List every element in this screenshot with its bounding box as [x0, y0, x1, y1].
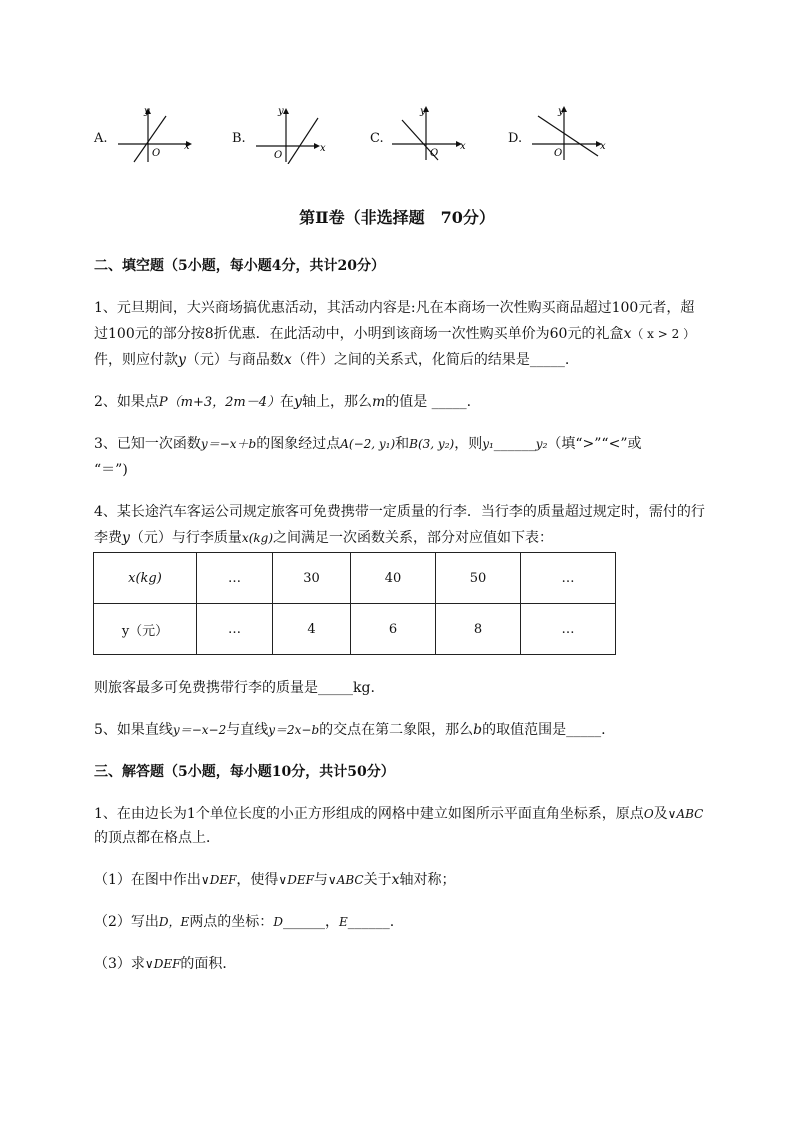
option-b-label: B. [232, 131, 246, 146]
option-a-origin: O [152, 148, 161, 159]
s2-q1-line1: 1、元旦期间，大兴商场搞优惠活动，其活动内容是:凡在本商场一次性购买商品超过100元者，超 [94, 300, 695, 316]
s3-p2-end: . [389, 914, 395, 930]
s2-q3-fill: （填“>”“<”或 [547, 436, 642, 452]
option-b-y-label: y [278, 106, 284, 117]
option-b-graph [252, 104, 332, 164]
s2-q4-x: x(kg) [241, 531, 274, 545]
s2-q3-pointB: B(3, y₂) [409, 437, 455, 451]
table-cell: 50 [436, 553, 521, 604]
table-cell: 8 [436, 604, 521, 655]
s2-q4-line2c: 之间满足一次函数关系，部分对应值如下表： [273, 530, 554, 546]
option-d-graph [528, 102, 608, 162]
option-b-x-label: x [320, 143, 326, 154]
option-a-y-label: y [144, 106, 150, 117]
s2-q3-y2: y₂ [535, 437, 548, 451]
s3-p2-comma: ， [324, 914, 339, 930]
s2-q4-after: 则旅客最多可免费携带行李的质量是_____kg. [94, 680, 375, 696]
s2-q2-m: m [371, 394, 386, 410]
s2-q1-line3 [94, 348, 734, 372]
option-c-y-label: y [420, 106, 426, 117]
s2-q3-mid1: 的图象经过点 [256, 436, 341, 452]
s2-q5-mid: 与直线 [226, 722, 269, 738]
s2-q3-func: y＝−x＋b [200, 437, 257, 451]
s2-q2-point: P（m+3，2m－4） [158, 395, 281, 410]
s2-q4-line2a: 李费 [94, 530, 122, 546]
s3-p1b: ，使得 [236, 872, 279, 888]
s2-q4-line2b: （元）与行李质量 [129, 530, 242, 546]
option-d-label: D. [508, 131, 523, 146]
table-row [94, 604, 616, 655]
table-cell: 6 [351, 604, 436, 655]
section3-heading: 三、解答题（5小题，每小题10分，共计50分） [94, 764, 395, 780]
s2-q5-l2: y＝2x−b [268, 723, 320, 737]
table-cell: x(kg) [94, 553, 197, 604]
table-cell: 4 [273, 604, 351, 655]
s3-p1-tri-abc: ∨ABC [327, 873, 364, 887]
s2-q3-blank[interactable]: ______ [493, 436, 536, 452]
s3-q1-part2 [94, 910, 734, 934]
s2-q3-pointA: A(−2, y₁) [340, 437, 396, 451]
s2-q5-post: 的交点在第二象限，那么 [319, 722, 474, 738]
s2-q4-table [93, 552, 616, 655]
s3-p2a: （2）写出 [94, 914, 159, 930]
s3-p1-tri-def: ∨DEF [200, 873, 237, 887]
s3-p2-de: D，E [158, 915, 190, 929]
s2-q1-cond: （ x > 2 ） [631, 327, 696, 341]
s2-q4-line1: 4、某长途汽车客运公司规定旅客可免费携带一定质量的行李．当行李的质量超过规定时，需付的行 [94, 504, 705, 520]
s2-q4-line2 [94, 526, 734, 550]
s3-p1-xaxis: x [391, 872, 400, 888]
s2-q5-end: 的取值范围是_____. [482, 722, 606, 738]
s2-q2-axis: y [294, 394, 302, 410]
s2-q5-b: b [473, 722, 483, 738]
option-b-origin: O [274, 150, 283, 161]
s2-q1-line2-text: 过100元的部分按8折优惠．在此活动中，小明到该商场一次性购买单价为60元的礼盒 [94, 326, 624, 342]
section2-heading: 二、填空题（5小题，每小题4分，共计20分） [94, 258, 385, 274]
s2-q2-mid: 在 [280, 394, 295, 410]
s2-q1-x2: x [283, 352, 292, 368]
s3-p2-blank1[interactable]: ______ [282, 914, 325, 930]
option-c-label: C. [370, 131, 384, 146]
option-d-origin: O [554, 148, 563, 159]
s2-q2-end: 的值是 _____. [385, 394, 472, 410]
s2-q5-l1: y＝−x−2 [172, 723, 227, 737]
s2-q1-line3a: 件，则应付款 [94, 352, 178, 368]
s3-q1-tri: ∨ABC [667, 807, 704, 821]
table-cell: … [197, 604, 273, 655]
table-cell: 40 [351, 553, 436, 604]
s2-q3-y1: y₁ [482, 437, 494, 451]
s3-p1-tri-def2: ∨DEF [278, 873, 314, 887]
s3-p2b: 两点的坐标： [189, 914, 274, 930]
s3-p3a: （3）求 [94, 956, 145, 972]
s3-p2-d: D [273, 915, 283, 929]
s3-q1-line2: 的顶点都在格点上． [94, 830, 220, 846]
option-d-y-label: y [558, 106, 564, 117]
s2-q2-pre: 2、如果点 [94, 394, 159, 410]
s2-q1-line3c: （件）之间的关系式，化简后的结果是_____. [291, 352, 570, 368]
s2-q1-line2 [94, 322, 734, 346]
s2-q5 [94, 718, 734, 742]
s2-q1-var: x [623, 326, 632, 342]
s3-q1-line1 [94, 802, 734, 826]
s3-q1-line1a: 1、在由边长为1个单位长度的小正方形组成的网格中建立如图所示平面直角坐标系，原点 [94, 806, 644, 822]
s3-p2-e: E [338, 915, 348, 929]
option-a-x-label: x [184, 141, 190, 152]
s2-q3-mid2: ，则 [454, 436, 483, 452]
s3-p1e: 轴对称； [399, 872, 456, 888]
s2-q2-post: 轴上，那么 [301, 394, 372, 410]
s2-q3-line1 [94, 432, 734, 456]
s3-p2-blank2[interactable]: ______ [347, 914, 390, 930]
s2-q3-and: 和 [395, 436, 410, 452]
table-cell: … [521, 553, 616, 604]
s3-q1-o: O [643, 807, 654, 821]
s3-q1-line1b: 及 [653, 806, 668, 822]
s2-q2 [94, 390, 734, 415]
s3-p3b: 的面积． [180, 956, 237, 972]
s3-q1-part3 [94, 952, 734, 976]
s3-p1a: （1）在图中作出 [94, 872, 201, 888]
s2-q4-y: y [122, 530, 130, 546]
table-cell: … [521, 604, 616, 655]
s3-p3-tri-def: ∨DEF [144, 957, 181, 971]
table-cell: … [197, 553, 273, 604]
s2-q5-pre: 5、如果直线 [94, 722, 173, 738]
table-row [94, 553, 616, 604]
s2-q3-pre: 3、已知一次函数 [94, 436, 201, 452]
table-cell: 30 [273, 553, 351, 604]
table-cell: y（元） [94, 604, 197, 655]
option-c-graph [390, 102, 470, 162]
option-a-graph [114, 104, 194, 164]
s2-q3-line2: “＝”) [94, 462, 128, 478]
option-a-label: A. [94, 131, 108, 146]
s2-q1-y: y [178, 352, 186, 368]
option-d-x-label: x [600, 141, 606, 152]
option-c-x-label: x [460, 141, 466, 152]
option-c-origin: O [430, 148, 439, 159]
s3-p1c: 与 [313, 872, 328, 888]
part-title: 第Ⅱ卷（非选择题 70分） [299, 208, 495, 227]
s3-q1-part1 [94, 868, 734, 892]
s3-p1d: 关于 [363, 872, 392, 888]
s2-q1-line3b: （元）与商品数 [185, 352, 284, 368]
